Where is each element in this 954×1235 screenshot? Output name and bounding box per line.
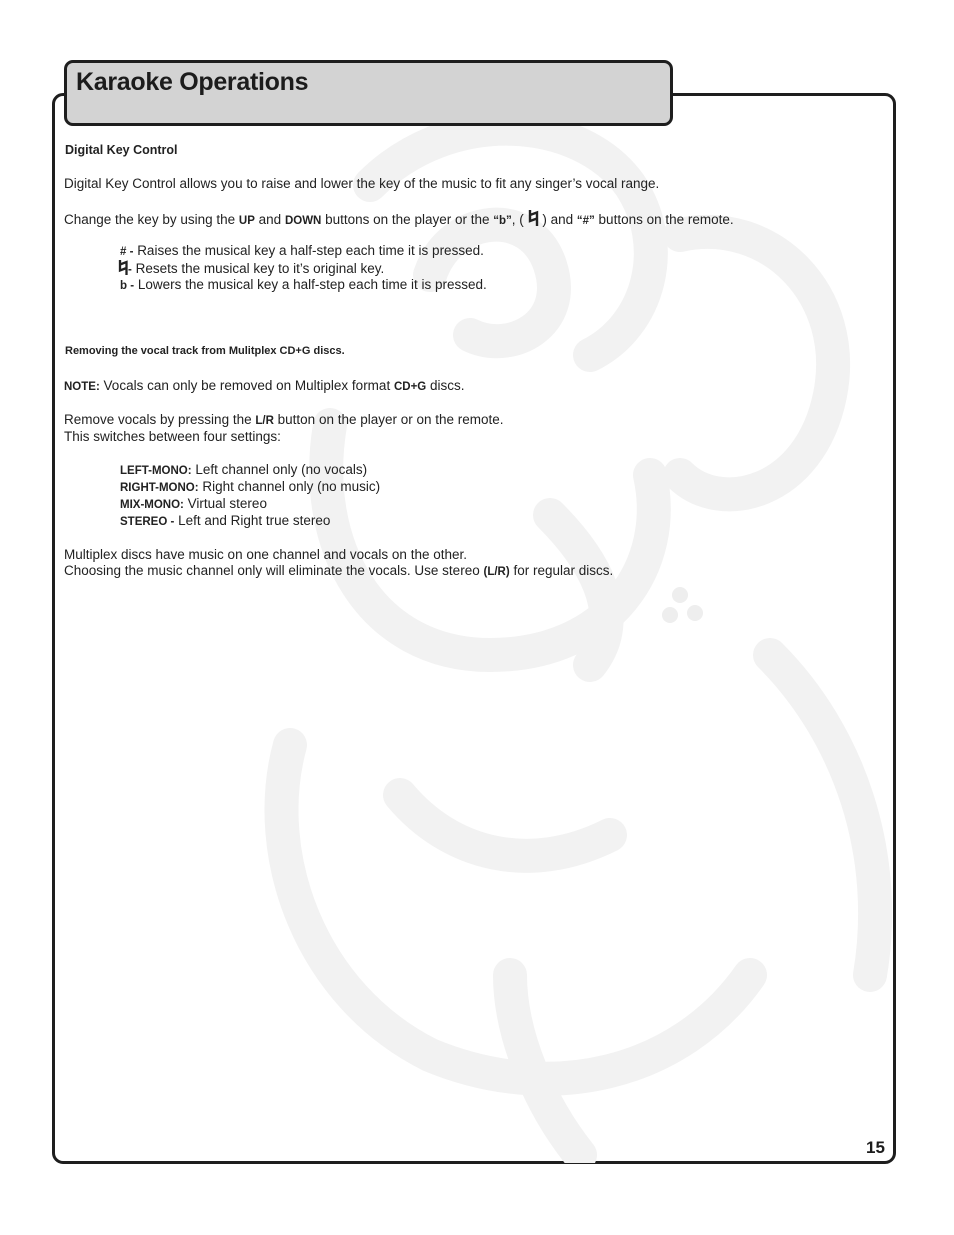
change-and: and: [258, 212, 282, 227]
setting-label: MIX-MONO:: [120, 499, 184, 511]
section-heading-vocal: Removing the vocal track from Mulitplex CD+G discs.: [65, 345, 345, 357]
setting-text: Left and Right true stereo: [178, 513, 331, 528]
key-item-natural: [118, 260, 384, 276]
note-format: CD+G: [393, 381, 427, 393]
setting-right-mono: [120, 479, 380, 494]
key-item-sharp: [120, 243, 484, 258]
vocal-note: [64, 378, 465, 393]
setting-label: STEREO -: [120, 516, 175, 528]
natural-sign-icon: [118, 260, 128, 275]
key-item-text: Resets the musical key to it’s original key.: [135, 261, 385, 276]
key-item-text: Lowers the musical key a half-step each time it is pressed.: [137, 277, 487, 292]
multiplex-line-1: Multiplex discs have music on one channel and vocals on the other.: [64, 547, 467, 562]
multiplex-suffix: for regular discs.: [513, 563, 614, 578]
page-number: 15: [866, 1138, 885, 1157]
change-close-and: ) and: [542, 212, 574, 227]
note-end: discs.: [430, 378, 465, 393]
setting-stereo: [120, 513, 330, 528]
setting-label: LEFT-MONO:: [120, 465, 192, 477]
key-item-symbol: -: [128, 264, 132, 276]
note-label: NOTE:: [64, 381, 100, 393]
setting-label: RIGHT-MONO:: [120, 482, 199, 494]
setting-text: Virtual stereo: [187, 496, 267, 511]
setting-left-mono: [120, 462, 367, 477]
setting-mix-mono: [120, 496, 267, 511]
lr-button-label: L/R: [255, 415, 274, 427]
change-suffix: buttons on the remote.: [598, 212, 734, 227]
setting-text: Right channel only (no music): [202, 479, 381, 494]
setting-text: Left channel only (no vocals): [195, 462, 368, 477]
header-tab: [64, 60, 673, 126]
remove-suffix: button on the player or on the remote.: [277, 412, 504, 427]
down-button-label: DOWN: [284, 215, 322, 227]
note-text: Vocals can only be removed on Multiplex format: [103, 378, 391, 393]
key-item-symbol: b -: [120, 280, 135, 292]
page-title: Karaoke Operations: [76, 68, 309, 96]
multiplex-prefix: Choosing the music channel only will eliminate the vocals. Use stereo: [64, 563, 480, 578]
key-item-text: Raises the musical key a half-step each time it is pressed.: [137, 243, 484, 258]
section-heading-digital-key: Digital Key Control: [65, 143, 178, 157]
flat-button-label: “b”: [493, 215, 512, 227]
remove-prefix: Remove vocals by pressing the: [64, 412, 252, 427]
stereo-lr-label: (L/R): [483, 566, 510, 578]
key-item-flat: [120, 277, 487, 292]
key-item-symbol: # -: [120, 246, 134, 258]
digital-key-intro: Digital Key Control allows you to raise and lower the key of the music to fit any singer’s vocal range.: [64, 176, 660, 191]
sharp-button-label: “#”: [576, 215, 595, 227]
change-middle: buttons on the player or the: [325, 212, 490, 227]
natural-sign-icon: [528, 210, 539, 226]
remove-vocals-line: [64, 412, 504, 427]
up-button-label: UP: [238, 215, 255, 227]
change-comma-open: , (: [511, 212, 524, 227]
change-prefix: Change the key by using the: [64, 212, 236, 227]
switches-line: This switches between four settings:: [64, 429, 281, 444]
multiplex-line-2: [64, 563, 613, 578]
change-key-line: [64, 210, 734, 227]
